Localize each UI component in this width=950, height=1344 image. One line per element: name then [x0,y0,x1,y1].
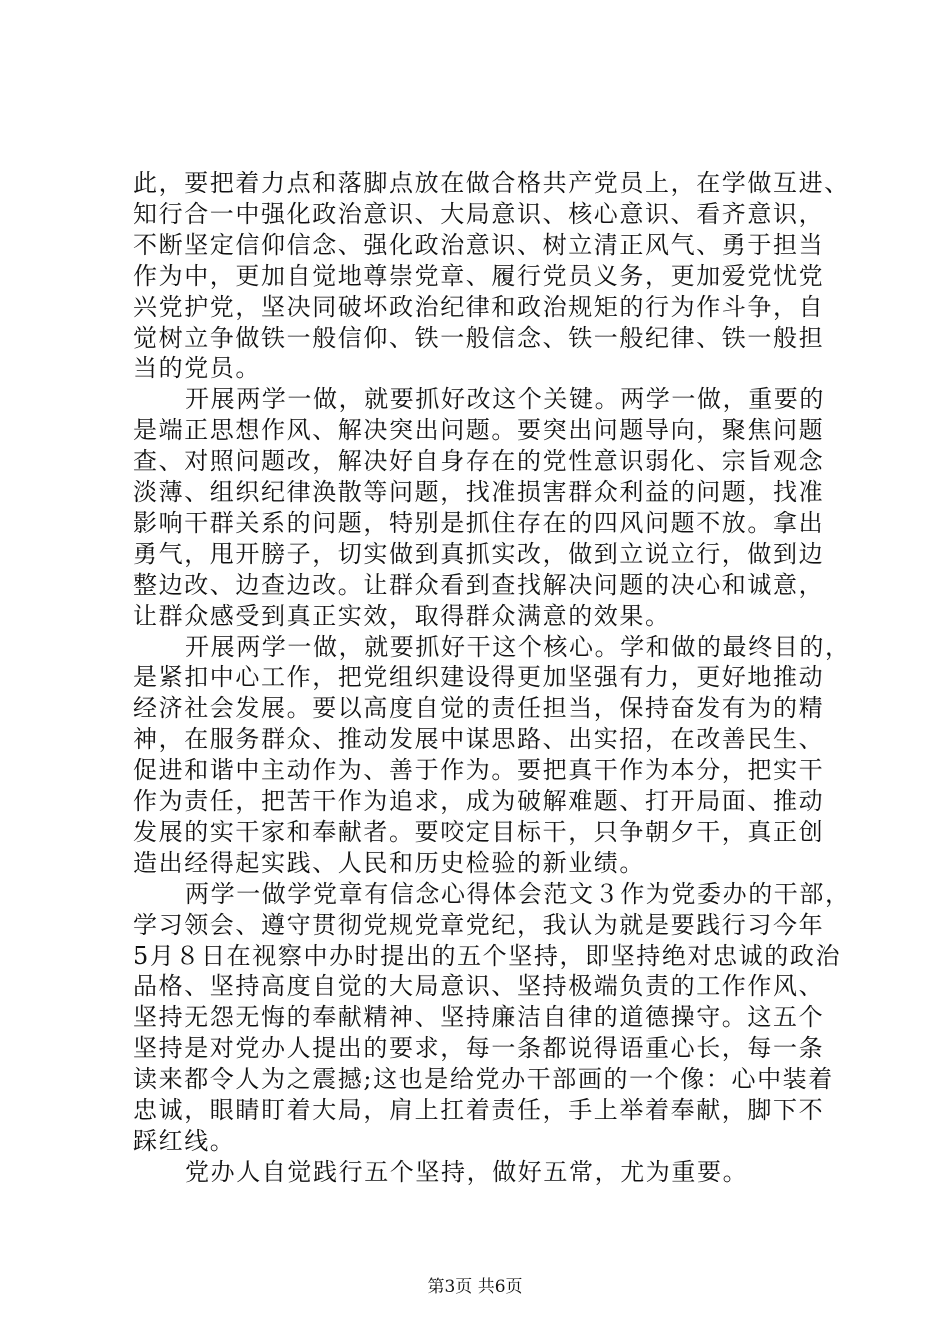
page-footer: 第3页 共6页 [427,1277,523,1297]
paragraph-start-line: 两学一做学党章有信念心得体会范文３作为党委办的干部， [185,880,851,908]
text-line: 觉树立争做铁一般信仰、铁一般信念、铁一般纪律、铁一般担 [133,324,825,352]
text-line: 不断坚定信仰信念、强化政治意识、树立清正风气、勇于担当 [133,231,825,259]
text-line: 发展的实干家和奉献者。要咬定目标干，只争朝夕干，真正创 [133,818,825,846]
text-line: 作为责任，把苦干作为追求，成为破解难题、打开局面、推动 [133,787,825,815]
text-line: 影响干群关系的问题，特别是抓住存在的四风问题不放。拿出 [133,509,825,537]
text-line: 神，在服务群众、推动发展中谋思路、出实招，在改善民生、 [133,725,825,753]
text-line: 学习领会、遵守贯彻党规党章党纪，我认为就是要践行习今年 [133,911,825,939]
text-line: 读来都令人为之震撼;这也是给党办干部画的一个像：心中装着 [133,1065,834,1093]
text-line: 查、对照问题改，解决好自身存在的党性意识弱化、宗旨观念 [133,447,825,475]
text-line: 勇气，甩开膀子，切实做到真抓实改，做到立说立行，做到边 [133,540,825,568]
text-line: 兴党护党，坚决同破坏政治纪律和政治规矩的行为作斗争，自 [133,293,825,321]
text-line: 造出经得起实践、人民和历史检验的新业绩。 [133,849,645,877]
text-line: 品格、坚持高度自觉的大局意识、坚持极端负责的工作作风、 [133,972,825,1000]
text-line: 是紧扣中心工作，把党组织建设得更加坚强有力，更好地推动 [133,663,825,691]
text-line: 当的党员。 [133,354,261,382]
text-line: 忠诚，眼睛盯着大局，肩上扛着责任，手上举着奉献，脚下不 [133,1096,825,1124]
text-line: 促进和谐中主动作为、善于作为。要把真干作为本分，把实干 [133,756,825,784]
text-line: 此，要把着力点和落脚点放在做合格共产党员上，在学做互进、 [133,169,850,197]
paragraph-start-line: 开展两学一做，就要抓好干这个核心。学和做的最终目的， [185,633,851,661]
text-line: 坚持无怨无悔的奉献精神、坚持廉洁自律的道德操守。这五个 [133,1003,825,1031]
text-line: 坚持是对党办人提出的要求，每一条都说得语重心长，每一条 [133,1034,825,1062]
paragraph-start-line: 开展两学一做，就要抓好改这个关键。两学一做，重要的 [185,385,825,413]
text-line: 整边改、边查边改。让群众看到查找解决问题的决心和诚意， [133,571,825,599]
text-line: 淡薄、组织纪律涣散等问题，找准损害群众利益的问题，找准 [133,478,825,506]
text-line: 是端正思想作风、解决突出问题。要突出问题导向，聚焦问题 [133,416,825,444]
text-line: 作为中，更加自觉地尊崇党章、履行党员义务，更加爱党忧党 [133,262,825,290]
text-line: 让群众感受到真正实效，取得群众满意的效果。 [133,602,671,630]
text-line: 知行合一中强化政治意识、大局意识、核心意识、看齐意识， [133,200,825,228]
text-line: 经济社会发展。要以高度自觉的责任担当，保持奋发有为的精 [133,694,825,722]
text-line: 5月８日在视察中办时提出的五个坚持，即坚持绝对忠诚的政治 [133,942,842,970]
text-line: 踩红线。 [133,1127,236,1155]
paragraph-start-line: 党办人自觉践行五个坚持，做好五常，尤为重要。 [185,1158,749,1186]
